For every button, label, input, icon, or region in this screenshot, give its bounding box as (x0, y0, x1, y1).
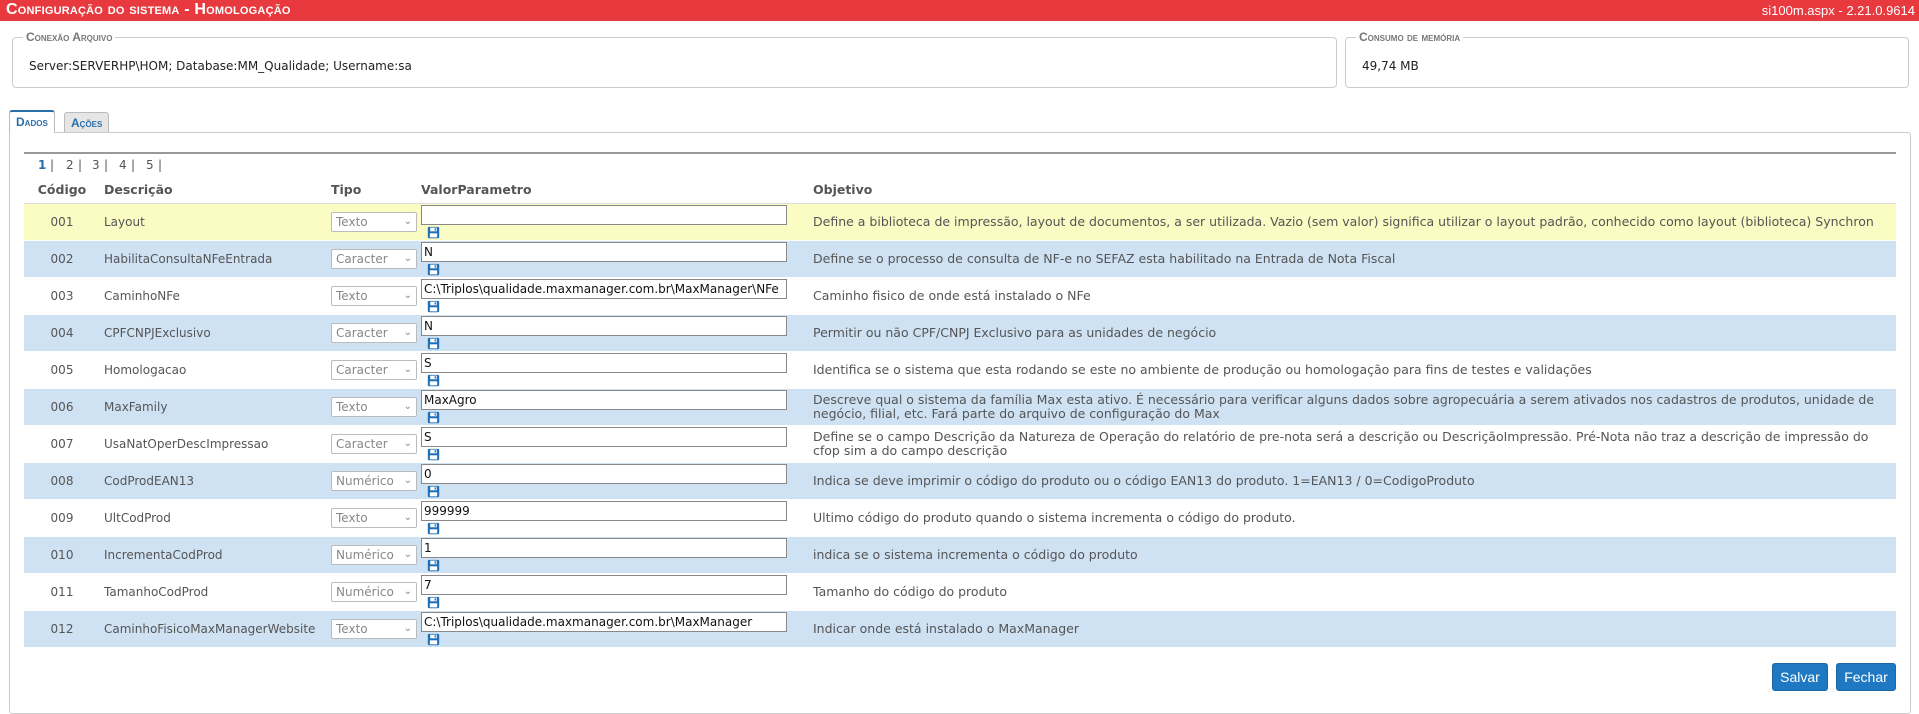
tipo-select-value: Texto (336, 289, 368, 303)
tipo-select[interactable] (331, 249, 417, 269)
cell-tipo (327, 500, 417, 537)
cell-codigo: 009 (24, 500, 100, 537)
floppy-disk-icon[interactable] (427, 263, 440, 276)
floppy-disk-icon[interactable] (427, 559, 440, 572)
cell-objetivo (809, 426, 1896, 463)
objetivo-text: Descreve qual o sistema da família Max esta ativo. É necessário para verificar alguns dados sobre agropecuária a serem ativados nos cadastros de produtos, unidade de negócio, filial, etc. Fará parte do arquivo de configuração do Max (813, 392, 1875, 421)
objetivo-text: Define se o campo Descrição da Natureza de Operação do relatório de pre-nota será a descrição ou DescriçãoImpressão. Pré-Nota não traz a descrição de impressão do cfop sim a do campo descrição (813, 429, 1869, 458)
table-row (24, 389, 1896, 426)
cell-tipo (327, 389, 417, 426)
cell-tipo (327, 463, 417, 500)
cell-codigo: 010 (24, 537, 100, 574)
tipo-select[interactable] (331, 582, 417, 602)
page-5-link[interactable]: 5 (146, 158, 154, 172)
chevron-down-icon: ⌄ (403, 475, 412, 486)
tipo-select[interactable] (331, 471, 417, 491)
tipo-select-value: Numérico (336, 548, 394, 562)
table-row (24, 574, 1896, 611)
pager-separator: | (50, 158, 55, 172)
cell-codigo: 006 (24, 389, 100, 426)
cell-codigo: 004 (24, 315, 100, 352)
cell-objetivo (809, 574, 1896, 611)
tipo-select-value: Texto (336, 400, 368, 414)
page-4-link[interactable]: 4 (119, 158, 127, 172)
tipo-select-value: Numérico (336, 474, 394, 488)
floppy-disk-icon[interactable] (427, 374, 440, 387)
cell-valor (417, 463, 809, 500)
objetivo-text: Indica se deve imprimir o código do produto ou o código EAN13 do produto. 1=EAN13 / 0=CodigoProduto (813, 473, 1475, 488)
conexao-legend: Conexão Arquivo (26, 30, 113, 44)
chevron-down-icon: ⌄ (403, 512, 412, 523)
tipo-select-value: Caracter (336, 326, 388, 340)
cell-tipo (327, 611, 417, 648)
table-row (24, 352, 1896, 389)
cell-descricao: HabilitaConsultaNFeEntrada (100, 241, 327, 278)
objetivo-text: Ultimo código do produto quando o sistema incrementa o código do produto. (813, 510, 1296, 525)
cell-objetivo (809, 500, 1896, 537)
tipo-select-value: Texto (336, 622, 368, 636)
tipo-select[interactable] (331, 397, 417, 417)
tipo-select[interactable] (331, 619, 417, 639)
table-row (24, 463, 1896, 500)
cell-codigo: 001 (24, 204, 100, 241)
tipo-select[interactable] (331, 212, 417, 232)
cell-tipo (327, 278, 417, 315)
pager (24, 152, 1896, 176)
cell-descricao: Layout (100, 204, 327, 241)
cell-descricao: Homologacao (100, 352, 327, 389)
tipo-select[interactable] (331, 508, 417, 528)
cell-tipo (327, 204, 417, 241)
tipo-select-value: Caracter (336, 437, 388, 451)
chevron-down-icon: ⌄ (403, 586, 412, 597)
table-row (24, 500, 1896, 537)
cell-codigo: 008 (24, 463, 100, 500)
table-row (24, 278, 1896, 315)
chevron-down-icon: ⌄ (403, 623, 412, 634)
cell-tipo (327, 537, 417, 574)
objetivo-text: Define se o processo de consulta de NF-e no SEFAZ esta habilitado na Entrada de Nota Fiscal (813, 251, 1396, 266)
cell-descricao: CaminhoNFe (100, 278, 327, 315)
salvar-button[interactable]: Salvar (1772, 663, 1828, 691)
table-row (24, 241, 1896, 278)
objetivo-text: Tamanho do código do produto (813, 584, 1007, 599)
floppy-disk-icon[interactable] (427, 633, 440, 646)
table-row (24, 315, 1896, 352)
tipo-select-value: Caracter (336, 363, 388, 377)
tipo-select[interactable] (331, 545, 417, 565)
cell-objetivo (809, 315, 1896, 352)
cell-objetivo (809, 463, 1896, 500)
col-tipo: Tipo (327, 176, 417, 204)
cell-objetivo (809, 241, 1896, 278)
valor-input[interactable]: C:\Triplos\qualidade.maxmanager.com.br\MaxManager (421, 612, 787, 632)
valor-input[interactable]: 7 (421, 575, 787, 595)
floppy-disk-icon[interactable] (427, 522, 440, 535)
cell-codigo: 011 (24, 574, 100, 611)
cell-descricao: CPFCNPJExclusivo (100, 315, 327, 352)
valor-input[interactable]: S (421, 353, 787, 373)
cell-objetivo (809, 611, 1896, 648)
page-2-link[interactable]: 2 (66, 158, 74, 172)
tab-dados[interactable]: Dados (9, 110, 55, 133)
chevron-down-icon: ⌄ (403, 364, 412, 375)
cell-objetivo (809, 204, 1896, 241)
page-3-link[interactable]: 3 (92, 158, 100, 172)
cell-tipo (327, 315, 417, 352)
tipo-select-value: Texto (336, 215, 368, 229)
cell-valor (417, 611, 809, 648)
pager-separator: | (78, 158, 83, 172)
objetivo-text: Define a biblioteca de impressão, layout de documentos, a ser utilizada. Vazio (sem valor) significa utilizar o layout padrão, conhecido como layout (biblioteca) Synchron (813, 214, 1874, 229)
valor-input[interactable]: MaxAgro (421, 390, 787, 410)
chevron-down-icon: ⌄ (403, 253, 412, 264)
valor-input[interactable]: 1 (421, 538, 787, 558)
col-objetivo: Objetivo (809, 176, 1896, 204)
floppy-disk-icon[interactable] (427, 226, 440, 239)
objetivo-text: Permitir ou não CPF/CNPJ Exclusivo para as unidades de negócio (813, 325, 1217, 340)
table-row (24, 611, 1896, 648)
cell-descricao: UltCodProd (100, 500, 327, 537)
valor-input[interactable]: S (421, 427, 787, 447)
chevron-down-icon: ⌄ (403, 216, 412, 227)
objetivo-text: Identifica se o sistema que esta rodando se este no ambiente de produção ou homologação para fins de testes e validações (813, 362, 1592, 377)
floppy-disk-icon[interactable] (427, 337, 440, 350)
cell-tipo (327, 426, 417, 463)
title-bar (0, 0, 1919, 21)
page-1-link[interactable]: 1 (38, 158, 47, 172)
cell-tipo (327, 352, 417, 389)
version-label: si100m.aspx - 2.21.0.9614 (1761, 3, 1915, 18)
cell-descricao: TamanhoCodProd (100, 574, 327, 611)
objetivo-text: Indicar onde está instalado o MaxManager (813, 621, 1079, 636)
cell-descricao: CaminhoFisicoMaxManagerWebsite (100, 611, 327, 648)
cell-objetivo (809, 352, 1896, 389)
memoria-panel (1345, 30, 1909, 88)
chevron-down-icon: ⌄ (403, 327, 412, 338)
objetivo-text: indica se o sistema incrementa o código do produto (813, 547, 1138, 562)
cell-objetivo (809, 278, 1896, 315)
pager-separator: | (158, 158, 163, 172)
valor-input[interactable]: 999999 (421, 501, 787, 521)
fechar-button[interactable]: Fechar (1836, 663, 1896, 691)
table-row (24, 537, 1896, 574)
table-header (24, 176, 1896, 204)
memoria-value: 49,74 MB (1362, 59, 1419, 73)
pager-separator: | (131, 158, 136, 172)
tipo-select[interactable] (331, 323, 417, 343)
chevron-down-icon: ⌄ (403, 401, 412, 412)
floppy-disk-icon[interactable] (427, 411, 440, 424)
tipo-select-value: Numérico (336, 585, 394, 599)
tipo-select[interactable] (331, 286, 417, 306)
cell-descricao: MaxFamily (100, 389, 327, 426)
floppy-disk-icon[interactable] (427, 448, 440, 461)
cell-codigo: 003 (24, 278, 100, 315)
chevron-down-icon: ⌄ (403, 290, 412, 301)
chevron-down-icon: ⌄ (403, 438, 412, 449)
col-descricao: Descrição (100, 176, 327, 204)
cell-codigo: 005 (24, 352, 100, 389)
conexao-panel (12, 30, 1337, 88)
valor-input[interactable]: 0 (421, 464, 787, 484)
tipo-select-value: Caracter (336, 252, 388, 266)
valor-input[interactable] (421, 205, 787, 225)
cell-descricao: UsaNatOperDescImpressao (100, 426, 327, 463)
cell-objetivo (809, 537, 1896, 574)
cell-valor (417, 389, 809, 426)
cell-valor (417, 204, 809, 241)
cell-valor (417, 537, 809, 574)
cell-valor (417, 574, 809, 611)
cell-valor (417, 241, 809, 278)
cell-tipo (327, 241, 417, 278)
table-row (24, 204, 1896, 241)
cell-codigo: 007 (24, 426, 100, 463)
tipo-select[interactable] (331, 434, 417, 454)
pager-separator: | (104, 158, 109, 172)
floppy-disk-icon[interactable] (427, 596, 440, 609)
table-row (24, 426, 1896, 463)
cell-descricao: CodProdEAN13 (100, 463, 327, 500)
cell-descricao: IncrementaCodProd (100, 537, 327, 574)
tipo-select[interactable] (331, 360, 417, 380)
parametros-table (24, 176, 1896, 648)
cell-valor (417, 278, 809, 315)
cell-codigo: 002 (24, 241, 100, 278)
window-title: Configuração do sistema - Homologação (6, 1, 291, 18)
valor-input[interactable]: N (421, 316, 787, 336)
tab-acoes[interactable]: Ações (64, 112, 109, 133)
objetivo-text: Caminho fisico de onde está instalado o NFe (813, 288, 1091, 303)
floppy-disk-icon[interactable] (427, 300, 440, 313)
col-valor: ValorParametro (417, 176, 809, 204)
tipo-select-value: Texto (336, 511, 368, 525)
conexao-value: Server:SERVERHP\HOM; Database:MM_Qualidade; Username:sa (29, 59, 412, 73)
cell-valor (417, 426, 809, 463)
cell-tipo (327, 574, 417, 611)
cell-valor (417, 500, 809, 537)
col-codigo: Código (24, 176, 100, 204)
memoria-legend: Consumo de memória (1359, 30, 1461, 44)
cell-codigo: 012 (24, 611, 100, 648)
chevron-down-icon: ⌄ (403, 549, 412, 560)
cell-valor (417, 352, 809, 389)
cell-objetivo (809, 389, 1896, 426)
floppy-disk-icon[interactable] (427, 485, 440, 498)
valor-input[interactable]: N (421, 242, 787, 262)
cell-valor (417, 315, 809, 352)
valor-input[interactable]: C:\Triplos\qualidade.maxmanager.com.br\MaxManager\NFe (421, 279, 787, 299)
